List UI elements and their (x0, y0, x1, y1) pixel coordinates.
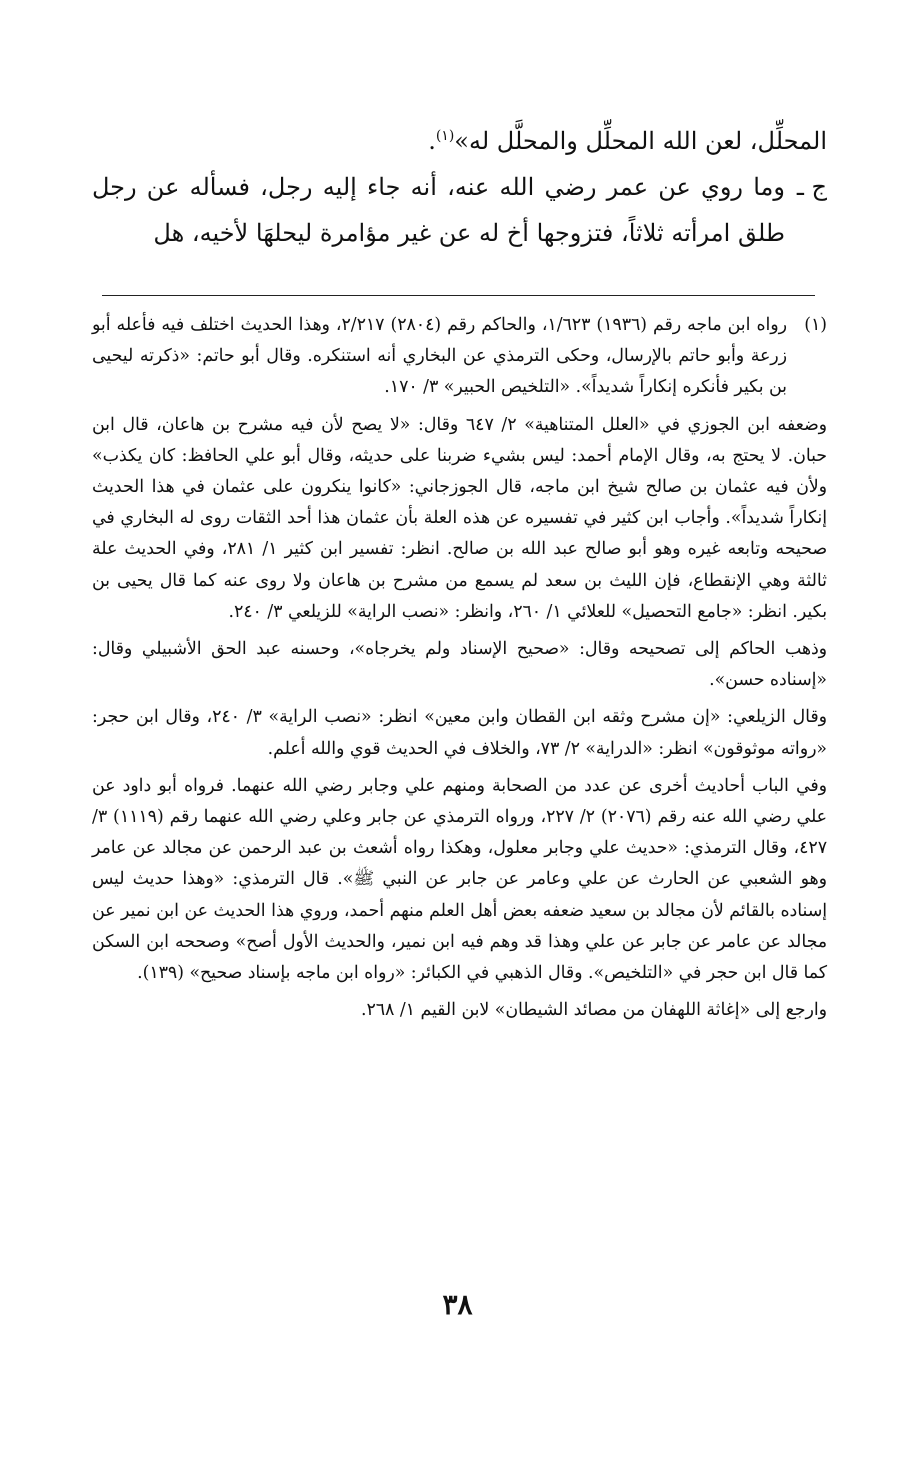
continuation-paragraph (92, 118, 827, 164)
continuation-end: . (428, 127, 436, 155)
footnote-paragraph: وقال الزيلعي: «إن مشرح وثقه ابن القطان وابن معين» انظر: «نصب الراية» ٣/ ٢٤٠، وقال ابن حجر: «رواته موثوقون» انظر: «الدراية» ٢/ ٧٣، والخلاف في الحديث قوي والله أعلم. (92, 707, 827, 759)
footnotes (92, 310, 827, 1032)
footnote-marker: (١) (804, 315, 827, 335)
footnote-paragraph: وضعفه ابن الجوزي في «العلل المتناهية» ٢/ ٦٤٧ وقال: «لا يصح لأن فيه مشرح بن هاعان، قال ابن حبان. لا يحتج به، وقال الإمام أحمد: ليس بشيء ضربنا على حديثه، وقال أبو علي الحافظ: كان يكذب» ولأن فيه عثمان بن صالح شيخ ابن ماجه، قال الجوزجاني: «كانوا ينكرون على عثمان في هذا الحديث إنكاراً شديداً». وأجاب ابن كثير في تفسيره عن هذه العلة بأن عثمان هذا أحد الثقات روى له البخاري في صحيحه وتابعه غيره وهو أبو صالح عبد الله بن صالح. انظر: تفسير ابن كثير ١/ ٢٨١، وفي الحديث علة ثالثة وهي الإنقطاع، فإن الليث بن سعد لم يسمع من مشرح بن هاعان ولا روى عنه كما قال يحيى بن بكير. انظر: «جامع التحصيل» للعلائي ١/ ٢٦٠، وانظر: «نصب الراية» للزيلعي ٣/ ٢٤٠. (92, 414, 827, 622)
footnote-reference: (١) (435, 128, 455, 144)
item-paragraph (92, 164, 827, 256)
footnote-separator (102, 295, 815, 296)
page-number: ٣٨ (442, 1288, 473, 1321)
footnote-paragraph: وذهب الحاكم إلى تصحيحه وقال: «صحيح الإسناد ولم يخرجاه»، وحسنه عبد الحق الأشبيلي وقال: «إسناده حسن». (92, 639, 827, 691)
item-text: وما روي عن عمر رضي الله عنه، أنه جاء إليه رجل، فسأله عن رجل طلق امرأته ثلاثاً، فتزوجها أخ له عن غير مؤامرة ليحلهَا لأخيه، هل (92, 173, 785, 247)
footnote-text: رواه ابن ماجه رقم (١٩٣٦) ١/٦٢٣، والحاكم رقم (٢٨٠٤) ٢/٢١٧، وهذا الحديث اختلف فيه فأعله أبو زرعة وأبو حاتم بالإرسال، وحكى الترمذي عن البخاري أنه استنكره. وقال أبو حاتم: «ذكرته ليحيى بن بكير فأنكره إنكاراً شديداً». «التلخيص الحبير» ٣/ ١٧٠. (92, 315, 787, 398)
item-marker: ج ـ (796, 173, 827, 201)
footnote-paragraph: وفي الباب أحاديث أخرى عن عدد من الصحابة ومنهم علي وجابر رضي الله عنهما. فرواه أبو داود عن علي رضي الله عنه رقم (٢٠٧٦) ٢/ ٢٢٧، ورواه الترمذي عن جابر وعلي رضي الله عنهما رقم (١١١٩) ٣/ ٤٢٧، وقال الترمذي: «حديث علي وجابر معلول، وهكذا رواه أشعث بن عبد الرحمن عن مجالد عن عامر وهو الشعبي عن الحارث عن علي وعامر عن جابر عن النبي ﷺ». قال الترمذي: «وهذا حديث ليس إسناده بالقائم لأن مجالد بن سعيد ضعفه بعض أهل العلم منهم أحمد، وروي هذا الحديث عن ابن نمير عن مجالد عن عامر عن جابر عن علي وهذا قد وهم فيه ابن نمير، والحديث الأول أصح» وصححه ابن السكن كما قال ابن حجر في «التلخيص». وقال الذهبي في الكبائر: «رواه ابن ماجه بإسناد صحيح» (١٣٩). (92, 775, 827, 984)
continuation-text: المحلِّل، لعن الله المحلِّل والمحلَّل له» (454, 127, 827, 155)
main-text (92, 118, 827, 256)
footnote-paragraph: وارجع إلى «إغاثة اللهفان من مصائد الشيطان» لابن القيم ١/ ٢٦٨. (360, 1000, 827, 1021)
footnote-paragraph (92, 310, 827, 404)
